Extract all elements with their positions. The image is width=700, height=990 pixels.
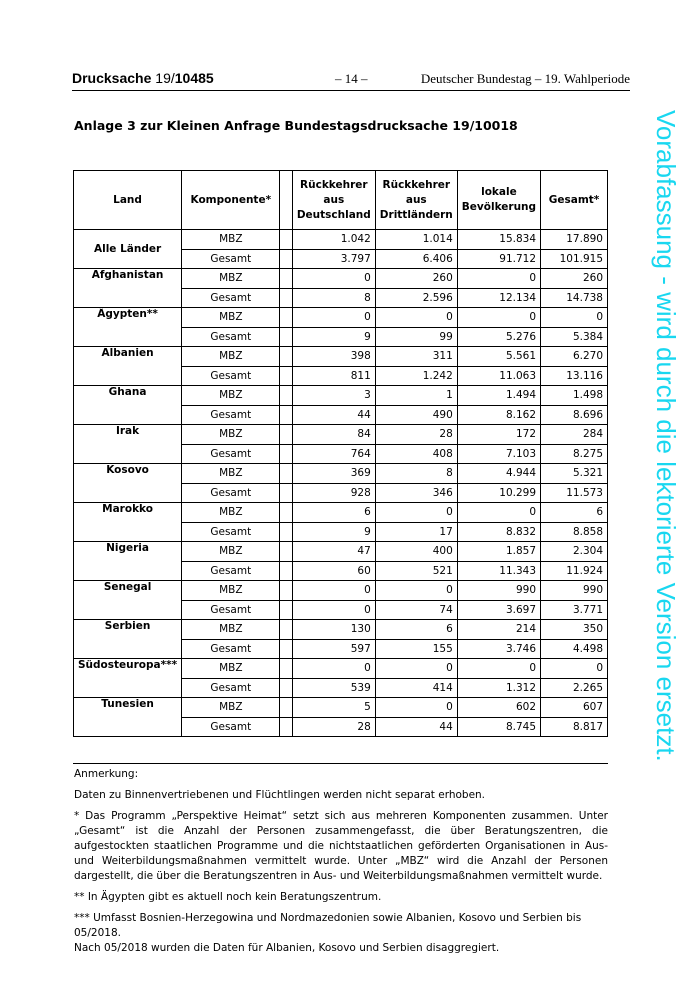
column-gap (280, 269, 292, 289)
value-cell: 0 (457, 659, 540, 679)
value-cell: 130 (292, 620, 375, 640)
komponente-cell: Gesamt (182, 327, 280, 347)
value-cell: 764 (292, 444, 375, 464)
header-line: aus (405, 193, 427, 206)
land-cell: Senegal (74, 581, 182, 620)
value-cell: 1 (375, 386, 457, 406)
value-cell: 8.696 (541, 405, 608, 425)
value-cell: 8.745 (457, 717, 540, 737)
value-cell: 260 (541, 269, 608, 289)
value-cell: 3.771 (541, 600, 608, 620)
land-cell: Tunesien (74, 698, 182, 737)
table-row (74, 659, 608, 679)
column-gap (280, 717, 292, 737)
komponente-cell: MBZ (182, 425, 280, 445)
column-gap (280, 425, 292, 445)
column-gap (280, 366, 292, 386)
value-cell: 11.063 (457, 366, 540, 386)
value-cell: 0 (541, 308, 608, 328)
komponente-cell: MBZ (182, 464, 280, 484)
document-number (72, 70, 214, 86)
komponente-cell: Gesamt (182, 678, 280, 698)
value-cell: 811 (292, 366, 375, 386)
column-gap (280, 659, 292, 679)
value-cell: 2.304 (541, 542, 608, 562)
header-line: Deutschland (296, 208, 371, 221)
value-cell: 11.343 (457, 561, 540, 581)
value-cell: 9 (292, 327, 375, 347)
value-cell: 7.103 (457, 444, 540, 464)
land-cell: Ghana (74, 386, 182, 425)
column-gap (280, 542, 292, 562)
column-gap (280, 327, 292, 347)
value-cell: 990 (457, 581, 540, 601)
table-row (74, 542, 608, 562)
value-cell: 0 (292, 659, 375, 679)
table-row (74, 581, 608, 601)
table-row (74, 620, 608, 640)
value-cell: 369 (292, 464, 375, 484)
value-cell: 10.299 (457, 483, 540, 503)
value-cell: 2.596 (375, 288, 457, 308)
table-row (74, 347, 608, 367)
value-cell: 44 (292, 405, 375, 425)
table-row (74, 464, 608, 484)
value-cell: 8.817 (541, 717, 608, 737)
komponente-cell: MBZ (182, 581, 280, 601)
komponente-cell: MBZ (182, 230, 280, 250)
land-cell: Serbien (74, 620, 182, 659)
value-cell: 311 (375, 347, 457, 367)
value-cell: 1.494 (457, 386, 540, 406)
table-row (74, 425, 608, 445)
value-cell: 350 (541, 620, 608, 640)
publisher: Deutscher Bundestag – 19. Wahlperiode (420, 71, 630, 86)
value-cell: 5.276 (457, 327, 540, 347)
value-cell: 3.697 (457, 600, 540, 620)
value-cell: 1.857 (457, 542, 540, 562)
value-cell: 1.312 (457, 678, 540, 698)
value-cell: 11.924 (541, 561, 608, 581)
table-row (74, 503, 608, 523)
land-cell: Ägypten** (74, 308, 182, 347)
komponente-cell: Gesamt (182, 444, 280, 464)
header-lokale-bevoelkerung (457, 171, 540, 230)
header-line: Rückkehrer (382, 178, 451, 191)
page-number: – 14 – (335, 71, 368, 86)
value-cell: 172 (457, 425, 540, 445)
notes-heading: Anmerkung: (74, 768, 139, 780)
table-body (74, 230, 608, 737)
value-cell: 74 (375, 600, 457, 620)
value-cell: 3 (292, 386, 375, 406)
value-cell: 15.834 (457, 230, 540, 250)
value-cell: 1.014 (375, 230, 457, 250)
watermark-text: Vorabfassung - wird durch die lektorierte Version ersetzt. (651, 110, 681, 762)
value-cell: 47 (292, 542, 375, 562)
land-cell: Irak (74, 425, 182, 464)
value-cell: 6 (292, 503, 375, 523)
table-row (74, 386, 608, 406)
column-gap (280, 522, 292, 542)
note-3: ** In Ägypten gibt es aktuell noch kein Beratungszentrum. (74, 891, 382, 903)
header-line: aus (323, 193, 345, 206)
column-gap (280, 288, 292, 308)
value-cell: 0 (375, 308, 457, 328)
value-cell: 8.832 (457, 522, 540, 542)
land-cell: Kosovo (74, 464, 182, 503)
value-cell: 5.321 (541, 464, 608, 484)
value-cell: 214 (457, 620, 540, 640)
value-cell: 6 (375, 620, 457, 640)
value-cell: 8.162 (457, 405, 540, 425)
komponente-cell: MBZ (182, 308, 280, 328)
value-cell: 60 (292, 561, 375, 581)
column-gap (280, 503, 292, 523)
header-rueckkehrer-deutschland (292, 171, 375, 230)
komponente-cell: Gesamt (182, 717, 280, 737)
value-cell: 602 (457, 698, 540, 718)
komponente-cell: Gesamt (182, 561, 280, 581)
value-cell: 6.270 (541, 347, 608, 367)
komponente-cell: Gesamt (182, 366, 280, 386)
value-cell: 607 (541, 698, 608, 718)
page-header (72, 70, 630, 91)
value-cell: 5 (292, 698, 375, 718)
column-gap (280, 620, 292, 640)
column-gap (280, 698, 292, 718)
value-cell: 17 (375, 522, 457, 542)
value-cell: 14.738 (541, 288, 608, 308)
column-gap (280, 464, 292, 484)
column-gap (280, 678, 292, 698)
value-cell: 3.797 (292, 249, 375, 269)
land-cell: Nigeria (74, 542, 182, 581)
column-gap (280, 249, 292, 269)
komponente-cell: MBZ (182, 542, 280, 562)
note-4-line-1: *** Umfasst Bosnien-Herzegowina und Nordmazedonien sowie Albanien, Kosovo und Serbien bis 05/2018. (74, 912, 582, 939)
value-cell: 414 (375, 678, 457, 698)
value-cell: 17.890 (541, 230, 608, 250)
value-cell: 8.858 (541, 522, 608, 542)
land-cell: Südosteuropa*** (74, 659, 182, 698)
value-cell: 11.573 (541, 483, 608, 503)
value-cell: 0 (292, 308, 375, 328)
column-gap (280, 444, 292, 464)
column-gap (280, 347, 292, 367)
land-cell: Afghanistan (74, 269, 182, 308)
value-cell: 0 (541, 659, 608, 679)
header-rueckkehrer-drittlaender (375, 171, 457, 230)
header-line: Drittländern (379, 208, 453, 221)
komponente-cell: Gesamt (182, 600, 280, 620)
value-cell: 1.242 (375, 366, 457, 386)
table-row (74, 230, 608, 250)
value-cell: 2.265 (541, 678, 608, 698)
value-cell: 12.134 (457, 288, 540, 308)
doc-number-prefix: 19/ (155, 70, 175, 86)
table-row (74, 698, 608, 718)
komponente-cell: Gesamt (182, 483, 280, 503)
column-gap (280, 483, 292, 503)
value-cell: 28 (375, 425, 457, 445)
value-cell: 0 (292, 269, 375, 289)
header-komponente: Komponente* (182, 171, 280, 230)
value-cell: 8 (375, 464, 457, 484)
column-gap (280, 171, 292, 230)
note-2: * Das Programm „Perspektive Heimat“ setzt sich aus mehreren Komponenten zusammen. Unter „Gesamt“ ist die Anzahl der Personen zusammengefasst, die über Beratungszentren, die aufgestockten staatlichen Programme und die nichtstaatlichen geförderten Organisationen in Aus- und Weiterbildungsmaßnahmen vermittelt wurde. Unter „MBZ“ wird die Anzahl der Personen dargestellt, die über die Beratungszentren in Aus- und Weiterbildungsmaßnahmen vermittelt wurde. (74, 810, 608, 882)
note-4-line-2: Nach 05/2018 wurden die Daten für Albanien, Kosovo und Serbien disaggregiert. (74, 942, 500, 954)
note-4 (74, 911, 608, 956)
value-cell: 0 (457, 503, 540, 523)
data-table (73, 170, 608, 737)
value-cell: 398 (292, 347, 375, 367)
page-title: Anlage 3 zur Kleinen Anfrage Bundestagsdrucksache 19/10018 (74, 118, 518, 133)
table-row (74, 308, 608, 328)
komponente-cell: MBZ (182, 503, 280, 523)
value-cell: 928 (292, 483, 375, 503)
value-cell: 4.944 (457, 464, 540, 484)
header-line: Bevölkerung (461, 201, 537, 213)
komponente-cell: Gesamt (182, 249, 280, 269)
column-gap (280, 405, 292, 425)
value-cell: 0 (457, 308, 540, 328)
value-cell: 0 (375, 659, 457, 679)
value-cell: 490 (375, 405, 457, 425)
value-cell: 400 (375, 542, 457, 562)
divider (73, 763, 608, 764)
komponente-cell: Gesamt (182, 405, 280, 425)
value-cell: 8 (292, 288, 375, 308)
value-cell: 4.498 (541, 639, 608, 659)
komponente-cell: MBZ (182, 269, 280, 289)
column-gap (280, 230, 292, 250)
value-cell: 5.384 (541, 327, 608, 347)
value-cell: 990 (541, 581, 608, 601)
column-gap (280, 386, 292, 406)
value-cell: 0 (375, 581, 457, 601)
value-cell: 13.116 (541, 366, 608, 386)
column-gap (280, 639, 292, 659)
notes-section (74, 767, 608, 962)
value-cell: 91.712 (457, 249, 540, 269)
value-cell: 9 (292, 522, 375, 542)
land-cell: Albanien (74, 347, 182, 386)
value-cell: 5.561 (457, 347, 540, 367)
komponente-cell: MBZ (182, 347, 280, 367)
table-header-row (74, 171, 608, 230)
note-1: Daten zu Binnenvertriebenen und Flüchtlingen werden nicht separat erhoben. (74, 789, 486, 801)
value-cell: 521 (375, 561, 457, 581)
value-cell: 8.275 (541, 444, 608, 464)
komponente-cell: MBZ (182, 659, 280, 679)
value-cell: 408 (375, 444, 457, 464)
value-cell: 539 (292, 678, 375, 698)
doc-label: Drucksache (72, 70, 152, 86)
value-cell: 284 (541, 425, 608, 445)
value-cell: 1.498 (541, 386, 608, 406)
value-cell: 6 (541, 503, 608, 523)
value-cell: 597 (292, 639, 375, 659)
komponente-cell: Gesamt (182, 639, 280, 659)
header-line: lokale (481, 186, 517, 198)
column-gap (280, 581, 292, 601)
value-cell: 0 (375, 698, 457, 718)
header-line: Rückkehrer (300, 178, 368, 191)
komponente-cell: Gesamt (182, 288, 280, 308)
header-gesamt: Gesamt* (541, 171, 608, 230)
komponente-cell: MBZ (182, 698, 280, 718)
value-cell: 84 (292, 425, 375, 445)
value-cell: 99 (375, 327, 457, 347)
value-cell: 260 (375, 269, 457, 289)
value-cell: 346 (375, 483, 457, 503)
value-cell: 3.746 (457, 639, 540, 659)
header-land: Land (74, 171, 182, 230)
value-cell: 0 (292, 600, 375, 620)
doc-number: 10485 (174, 70, 214, 86)
value-cell: 155 (375, 639, 457, 659)
column-gap (280, 600, 292, 620)
land-cell: Marokko (74, 503, 182, 542)
land-cell: Alle Länder (74, 230, 182, 269)
value-cell: 44 (375, 717, 457, 737)
komponente-cell: Gesamt (182, 522, 280, 542)
value-cell: 0 (457, 269, 540, 289)
value-cell: 101.915 (541, 249, 608, 269)
value-cell: 6.406 (375, 249, 457, 269)
value-cell: 0 (375, 503, 457, 523)
komponente-cell: MBZ (182, 386, 280, 406)
value-cell: 0 (292, 581, 375, 601)
column-gap (280, 561, 292, 581)
value-cell: 28 (292, 717, 375, 737)
komponente-cell: MBZ (182, 620, 280, 640)
table-row (74, 269, 608, 289)
column-gap (280, 308, 292, 328)
value-cell: 1.042 (292, 230, 375, 250)
